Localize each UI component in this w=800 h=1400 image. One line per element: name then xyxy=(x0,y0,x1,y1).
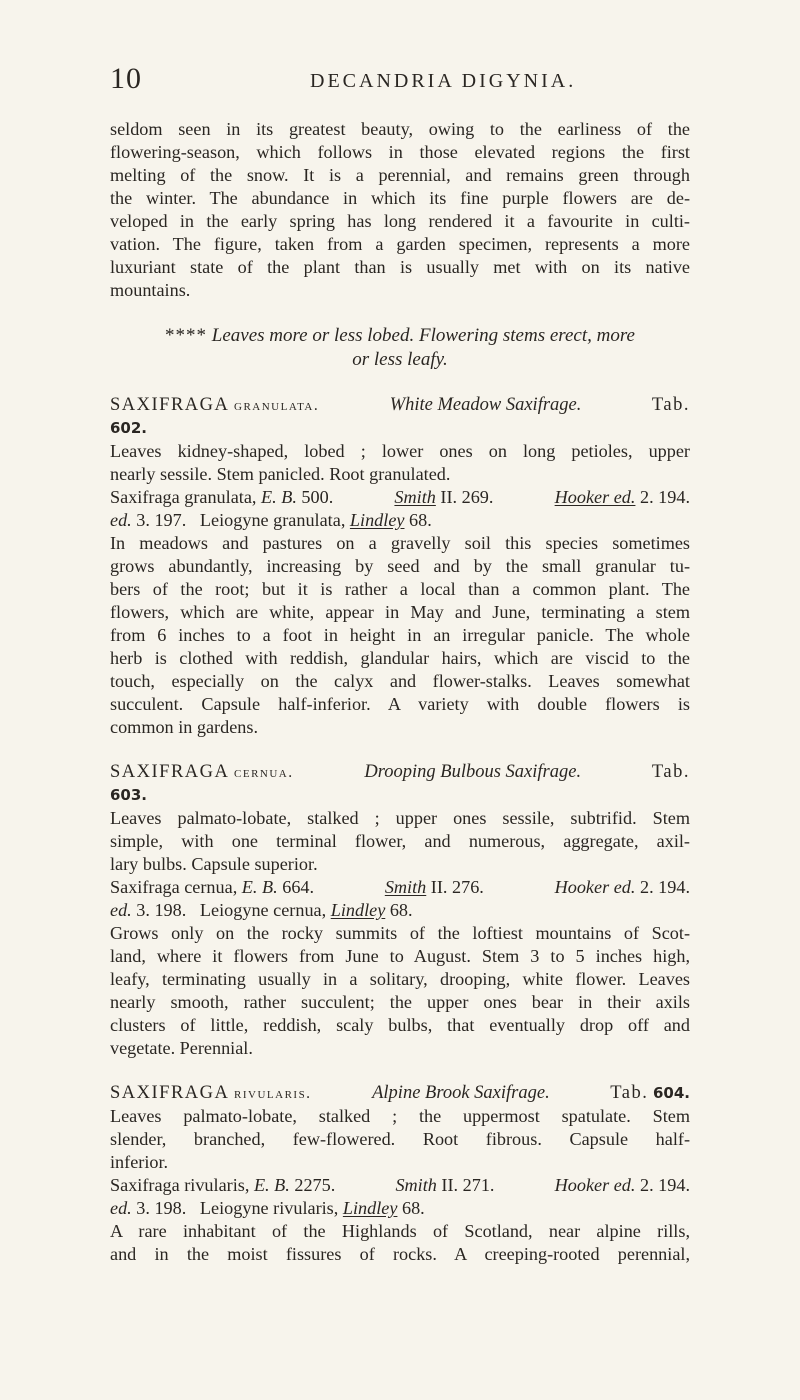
note-line: common in gardens. xyxy=(110,717,258,737)
ref-hooker-num: 2. 194. xyxy=(639,1175,690,1195)
plate-number: 603. xyxy=(110,786,148,804)
ref-smith: Smith xyxy=(394,487,436,507)
ref-ed: ed. xyxy=(110,900,132,920)
ref-lindley: Lindley xyxy=(342,1198,398,1218)
description-line: inferior. xyxy=(110,1152,169,1172)
ref-smith-num: II. 269. xyxy=(440,487,494,507)
note-line: In meadows and pastures on a gravelly soil this species sometimes xyxy=(110,533,690,553)
note-line: and in the moist fissures of rocks. A creeping-rooted perennial, xyxy=(110,1244,690,1264)
text-line: the winter. The abundance in which its fine purple flowers are de- xyxy=(110,188,690,208)
common-name: Alpine Brook Saxifrage. xyxy=(372,1083,550,1103)
ref-ed-num: 3. 198. xyxy=(136,900,187,920)
ref-smith: Smith xyxy=(384,877,427,897)
species-heading xyxy=(110,761,690,784)
text-line: melting of the snow. It is a perennial, and remains green through xyxy=(110,165,690,185)
text-line: flowering-season, which follows in those elevated regions the first xyxy=(110,142,690,162)
text-line: veloped in the early spring has long rendered it a favourite in culti- xyxy=(110,211,690,231)
ref-ed: ed. xyxy=(110,510,132,530)
ref-eb: E. B. xyxy=(253,1175,290,1195)
common-name: White Meadow Saxifrage. xyxy=(389,395,582,415)
description-line: Leaves kidney-shaped, lobed ; lower ones on long petioles, upper xyxy=(110,441,690,461)
description-line: lary bulbs. Capsule superior. xyxy=(110,854,318,874)
ref-hooker-num: 2. 194. xyxy=(639,877,690,897)
species-entry xyxy=(110,1082,690,1266)
common-name: Drooping Bulbous Saxifrage. xyxy=(364,762,582,782)
description-line: simple, with one terminal flower, and numerous, aggregate, axil- xyxy=(110,831,690,851)
text-line: vation. The figure, taken from a garden specimen, represents a more xyxy=(110,234,690,254)
ref-eb-num: 500. xyxy=(301,487,334,507)
note-line: land, where it flowers from June to August. Stem 3 to 5 inches high, xyxy=(110,946,690,966)
section-stars: **** xyxy=(165,325,208,346)
ref-lindley: Lindley xyxy=(349,510,405,530)
ref-synonym: Leiogyne granulata, xyxy=(199,510,346,530)
genus-name: SAXIFRAGA xyxy=(110,1083,230,1103)
ref-lindley: Lindley xyxy=(330,900,386,920)
note-line: from 6 inches to a foot in height in an irregular panicle. The whole xyxy=(110,625,690,645)
note-line: herb is clothed with reddish, glandular hairs, which are viscid to the xyxy=(110,648,690,668)
genus-name: SAXIFRAGA xyxy=(110,762,230,782)
ref-name: Saxifraga granulata, xyxy=(110,487,257,507)
ref-name: Saxifraga cernua, xyxy=(110,877,238,897)
species-epithet: cernua. xyxy=(234,764,294,781)
note-line: bers of the root; but it is rather a local than a common plant. The xyxy=(110,579,690,599)
ref-hooker: Hooker ed. xyxy=(554,1175,636,1195)
references-line xyxy=(110,509,690,532)
references-line xyxy=(110,876,690,899)
ref-synonym: Leiogyne rivularis, xyxy=(199,1198,339,1218)
ref-name: Saxifraga rivularis, xyxy=(110,1175,250,1195)
references-line xyxy=(110,1197,690,1220)
page-number: 10 xyxy=(110,62,142,95)
ref-smith-num: II. 276. xyxy=(430,877,484,897)
note-line: flowers, which are white, appear in May and June, terminating a stem xyxy=(110,602,690,622)
species-heading xyxy=(110,394,690,417)
ref-synonym: Leiogyne cernua, xyxy=(199,900,327,920)
ref-lindley-num: 68. xyxy=(409,510,432,530)
description-line: Leaves palmato-lobate, stalked ; the uppermost spatulate. Stem xyxy=(110,1106,690,1126)
text-line: seldom seen in its greatest beauty, owing to the earliness of the xyxy=(110,119,690,139)
section-heading-line: Leaves more or less lobed. Flowering stems erect, more xyxy=(211,325,635,346)
note-line: grows abundantly, increasing by seed and by the small granular tu- xyxy=(110,556,690,576)
ref-hooker-num: 2. 194. xyxy=(639,487,690,507)
ref-eb: E. B. xyxy=(261,487,297,507)
text-line: luxuriant state of the plant than is usually met with on its native xyxy=(110,257,690,277)
ref-smith: Smith xyxy=(395,1175,437,1195)
plate-label: Tab. xyxy=(610,1083,649,1103)
note-line: touch, especially on the calyx and flower-stalks. Leaves somewhat xyxy=(110,671,690,691)
ref-ed: ed. xyxy=(110,1198,132,1218)
ref-eb-num: 664. xyxy=(282,877,315,897)
ref-lindley-num: 68. xyxy=(389,900,413,920)
page-header xyxy=(110,62,690,102)
description-line: nearly sessile. Stem panicled. Root granulated. xyxy=(110,464,451,484)
references-line xyxy=(110,486,690,509)
species-epithet: granulata. xyxy=(234,397,320,414)
plate-label: Tab. xyxy=(651,762,690,782)
body-text xyxy=(110,118,690,1266)
note-line: succulent. Capsule half-inferior. A variety with double flowers is xyxy=(110,694,690,714)
species-entry xyxy=(110,394,690,739)
plate-number: 604. xyxy=(652,1084,690,1102)
species-entry xyxy=(110,761,690,1060)
note-line: A rare inhabitant of the Highlands of Scotland, near alpine rills, xyxy=(110,1221,690,1241)
plate-number: 602. xyxy=(110,419,148,437)
running-head: DECANDRIA DIGYNIA. xyxy=(310,70,577,92)
references-line xyxy=(110,1174,690,1197)
ref-eb: E. B. xyxy=(241,877,278,897)
note-line: nearly smooth, rather succulent; the upper ones bear in their axils xyxy=(110,992,690,1012)
text-line: mountains. xyxy=(110,280,191,300)
ref-hooker: Hooker ed. xyxy=(554,487,636,507)
genus-name: SAXIFRAGA xyxy=(110,395,230,415)
ref-hooker: Hooker ed. xyxy=(554,877,636,897)
species-heading xyxy=(110,1082,690,1105)
description-line: Leaves palmato-lobate, stalked ; upper ones sessile, subtrifid. Stem xyxy=(110,808,690,828)
ref-ed-num: 3. 198. xyxy=(136,1198,187,1218)
note-line: Grows only on the rocky summits of the loftiest mountains of Scot- xyxy=(110,923,690,943)
ref-ed-num: 3. 197. xyxy=(136,510,187,530)
ref-lindley-num: 68. xyxy=(401,1198,425,1218)
species-epithet: rivularis. xyxy=(234,1085,312,1102)
ref-eb-num: 2275. xyxy=(294,1175,336,1195)
ref-smith-num: II. 271. xyxy=(441,1175,495,1195)
references-line xyxy=(110,899,690,922)
section-heading xyxy=(110,324,690,372)
plate-label: Tab. xyxy=(651,395,690,415)
note-line: leafy, terminating usually in a solitary, drooping, white flower. Leaves xyxy=(110,969,690,989)
section-heading-line: or less leafy. xyxy=(352,349,448,370)
note-line: vegetate. Perennial. xyxy=(110,1038,253,1058)
note-line: clusters of little, reddish, scaly bulbs, that eventually drop off and xyxy=(110,1015,690,1035)
description-line: slender, branched, few-flowered. Root fibrous. Capsule half- xyxy=(110,1129,690,1149)
intro-paragraph xyxy=(110,118,690,302)
